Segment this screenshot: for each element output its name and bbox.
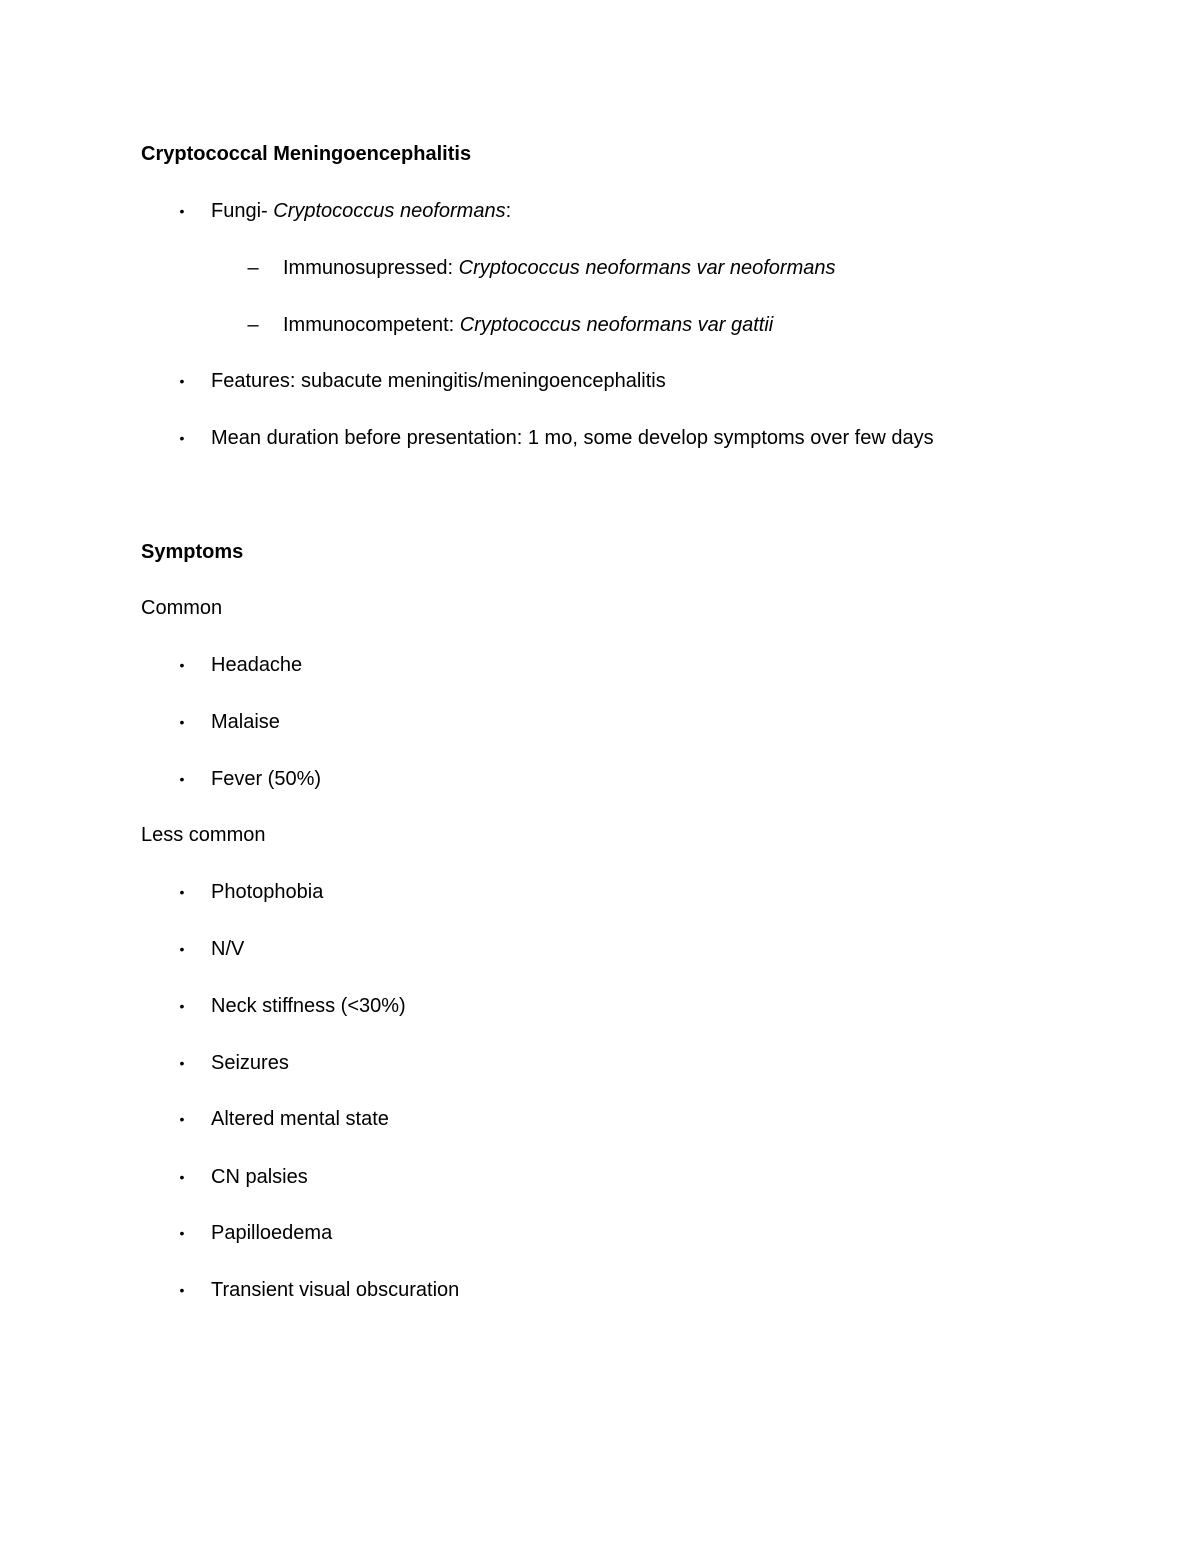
bullet-icon: • (179, 1169, 185, 1185)
section-heading-symptoms: Symptoms (141, 541, 244, 563)
bullet-icon: • (179, 203, 185, 219)
bullet-icon: • (179, 1111, 185, 1127)
list-item: Photophobia (211, 881, 324, 903)
sub-list-item-immunosupressed (283, 256, 835, 280)
bullet-icon: • (179, 1282, 185, 1298)
list-item: Malaise (211, 711, 280, 733)
sub-list-item-immunocompetent (283, 313, 773, 337)
dash-icon: – (247, 314, 259, 336)
bullet-icon: • (179, 714, 185, 730)
list-item: N/V (211, 938, 245, 960)
list-item: Fever (50%) (211, 768, 322, 790)
list-item: Transient visual obscuration (211, 1279, 460, 1301)
fungi-organism: Cryptococcus neoformans (273, 200, 506, 222)
bullet-icon: • (179, 657, 185, 673)
sub-item-organism: Cryptococcus neoformans var gattii (459, 314, 774, 336)
list-item: Headache (211, 654, 303, 676)
subheading-less-common: Less common (141, 824, 266, 846)
list-item: Papilloedema (211, 1222, 333, 1244)
bullet-icon: • (179, 884, 185, 900)
bullet-icon: • (179, 941, 185, 957)
dash-icon: – (247, 257, 259, 279)
list-item-fungi (211, 199, 511, 223)
list-item: CN palsies (211, 1166, 308, 1188)
subheading-common: Common (141, 597, 223, 619)
sub-item-label: Immunosupressed: (283, 257, 459, 279)
section-heading-cryptococcal: Cryptococcal Meningoencephalitis (141, 143, 472, 165)
bullet-icon: • (179, 373, 185, 389)
list-item: Altered mental state (211, 1108, 389, 1130)
list-item: Seizures (211, 1052, 289, 1074)
bullet-icon: • (179, 1225, 185, 1241)
sub-item-organism: Cryptococcus neoformans var neoformans (458, 257, 836, 279)
list-item: Neck stiffness (<30%) (211, 995, 406, 1017)
sub-item-label: Immunocompetent: (283, 314, 460, 336)
fungi-prefix: Fungi- (211, 200, 274, 222)
list-item-duration: Mean duration before presentation: 1 mo, some develop symptoms over few days (211, 427, 934, 449)
bullet-icon: • (179, 1055, 185, 1071)
bullet-icon: • (179, 430, 185, 446)
list-item-features: Features: subacute meningitis/meningoencephalitis (211, 370, 666, 392)
fungi-suffix: : (505, 200, 512, 222)
bullet-icon: • (179, 771, 185, 787)
bullet-icon: • (179, 998, 185, 1014)
